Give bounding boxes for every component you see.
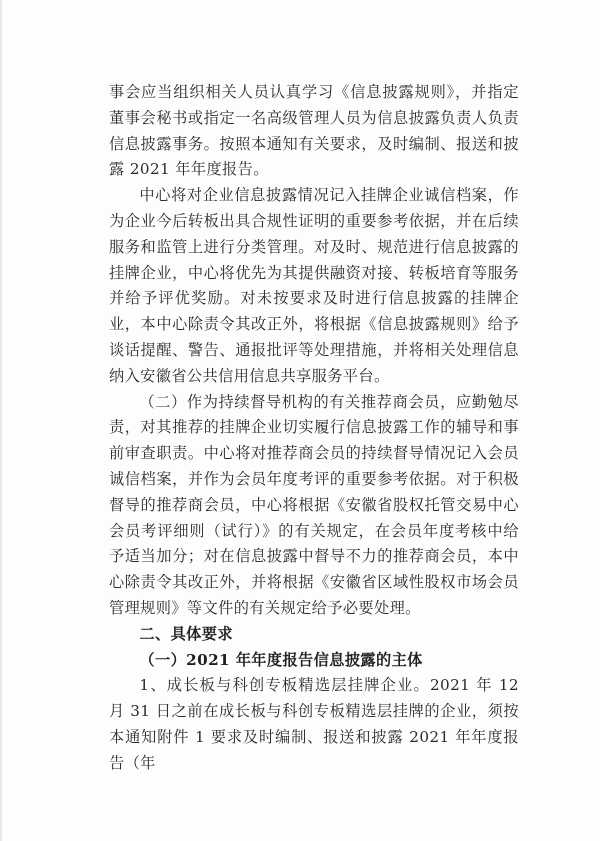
section-heading-requirements: 二、具体要求 xyxy=(139,624,233,643)
document-body xyxy=(109,80,519,777)
paragraph-recommender-members: （二）作为持续督导机构的有关推荐商会员，应勤勉尽责，对其推荐的挂牌企业切实履行信息披露工作的辅导和事前审查职责。中心将对推荐商会员的持续督导情况记入会员诚信档案，并作为会员年度考评的重要参考依据。对于积极督导的推荐商会员，中心将根据《安徽省股权托管交易中心会员考评细则（试行）》的有关规定，在会员年度考核中给予适当加分；对在信息披露中督导不力的推荐商会员，本中心除责令其改正外，并将根据《安徽省区域性股权市场会员管理规则》等文件的有关规定给予必要处理。 xyxy=(109,392,519,617)
paragraph-continuation: 事会应当组织相关人员认真学习《信息披露规则》，并指定董事会秘书或指定一名高级管理人员为信息披露负责人负责信息披露事务。按照本通知有关要求，及时编制、报送和披露 2021 年年度报告。 xyxy=(109,83,519,179)
paragraph-credit-file: 中心将对企业信息披露情况记入挂牌企业诚信档案，作为企业今后转板出具合规性证明的重要参考依据，并在后续服务和监管上进行分类管理。对及时、规范进行信息披露的挂牌企业，中心将优先为其提供融资对接、转板培育等服务并给予评优奖励。对未按要求及时进行信息披露的挂牌企业，本中心除责令其改正外，将根据《信息披露规则》给予谈话提醒、警告、通报批评等处理措施，并将相关处理信息纳入安徽省公共信用信息共享服务平台。 xyxy=(109,186,519,385)
subsection-heading-disclosure-subject: （一）2021 年年度报告信息披露的主体 xyxy=(139,650,423,669)
paragraph-growth-board: 1、成长板与科创专板精选层挂牌企业。2021 年 12 月 31 日之前在成长板与科创专板精选层挂牌的企业，须按本通知附件 1 要求及时编制、报送和披露 2021 年年度报告（年 xyxy=(109,676,519,772)
